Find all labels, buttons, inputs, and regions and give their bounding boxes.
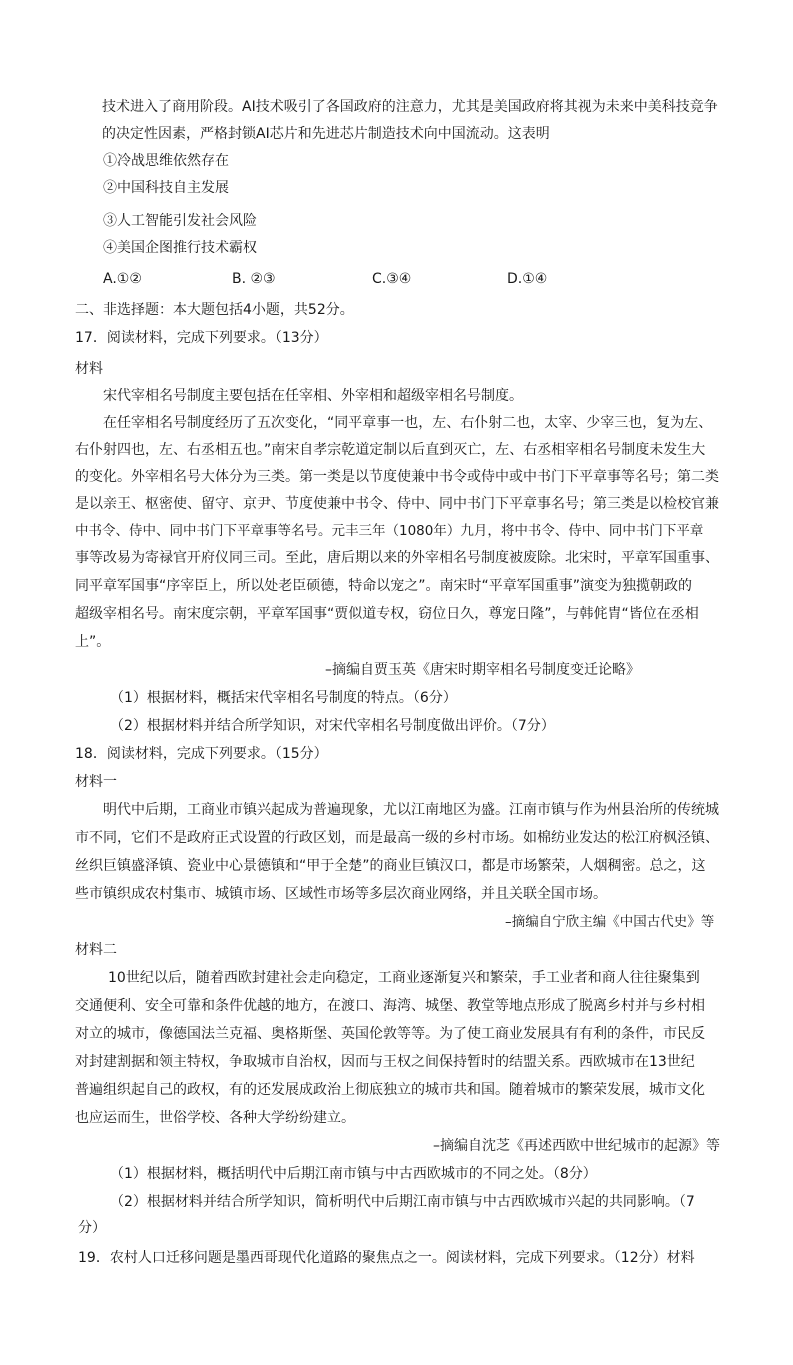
q17-line-1: 宋代宰相名号制度主要包括在任宰相、外宰相和超级宰相名号制度。 — [103, 388, 523, 404]
q17-line-6: 中书令、侍中、同中书门下平章事等名号。元丰三年（1080年）九月，将中书令、侍中、同中书门下平章 — [75, 523, 704, 539]
q18-material-2-line-6: 也应运而生，世俗学校、各种大学纷纷建立。 — [75, 1110, 355, 1126]
q18-material-2-label: 材料二 — [75, 942, 117, 958]
q18-material-2-line-2: 交通便利、安全可靠和条件优越的地方，在渡口、海湾、城堡、教堂等地点形成了脱离乡村并与乡村相 — [75, 998, 705, 1014]
q16-statement-4: ④美国企图推行技术霸权 — [103, 240, 257, 256]
q16-choice-b: B. ②③ — [232, 271, 276, 287]
q19-title: 19．农村人口迁移问题是墨西哥现代化道路的聚焦点之一。阅读材料，完成下列要求。（12分）材料 — [78, 1250, 695, 1266]
q18-source-2: –摘编自沈芝《再述西欧中世纪城市的起源》等 — [433, 1138, 720, 1154]
q16-stem-line-2: 的决定性因素，严格封锁AI芯片和先进芯片制造技术向中国流动。这表明 — [102, 126, 550, 142]
q17-line-5: 是以亲王、枢密使、留守、京尹、节度使兼中书令、侍中、同中书门下平章事名号；第三类是以检校官兼 — [75, 496, 719, 512]
q18-subquestion-1: （1）根据材料，概括明代中后期江南市镇与中古西欧城市的不同之处。（8分） — [110, 1166, 597, 1182]
q18-material-1-label: 材料一 — [75, 774, 117, 790]
q18-material-2-line-1: 10世纪以后，随着西欧封建社会走向稳定，工商业逐渐复兴和繁荣，手工业者和商人往往聚集到 — [108, 970, 700, 986]
q17-line-7: 事等改易为寄禄官开府仪同三司。至此，唐后期以来的外宰相名号制度被废除。北宋时，平章军国重事、 — [75, 550, 719, 566]
q18-material-1-line-2: 市不同，它们不是政府正式设置的行政区划，而是最高一级的乡村市场。如棉纺业发达的松江府枫泾镇、 — [75, 830, 719, 846]
q17-subquestion-2: （2）根据材料并结合所学知识，对宋代宰相名号制度做出评价。（7分） — [110, 718, 555, 734]
q18-subquestion-2-line-2: 分） — [78, 1220, 106, 1236]
q16-statement-3: ③人工智能引发社会风险 — [103, 213, 257, 229]
q18-material-1-line-3: 丝织巨镇盛泽镇、瓷业中心景德镇和“甲于全楚”的商业巨镇汉口，都是市场繁荣，人烟稠密。总之，这 — [75, 858, 706, 874]
q18-title: 18．阅读材料，完成下列要求。（15分） — [75, 746, 328, 762]
q16-stem-line-1: 技术进入了商用阶段。AI技术吸引了各国政府的注意力，尤其是美国政府将其视为未来中美科技竞争 — [102, 99, 718, 115]
q18-source-1: –摘编自宁欣主编《中国古代史》等 — [505, 914, 715, 930]
q16-statement-2: ②中国科技自主发展 — [103, 180, 229, 196]
q16-choice-a: A.①② — [103, 271, 142, 287]
q17-material-label: 材料 — [75, 361, 103, 377]
section-2-heading: 二、非选择题：本大题包括4小题，共52分。 — [75, 302, 354, 318]
q18-material-1-line-1: 明代中后期，工商业市镇兴起成为普遍现象，尤以江南地区为盛。江南市镇与作为州县治所的传统城 — [103, 802, 719, 818]
q17-subquestion-1: （1）根据材料，概括宋代宰相名号制度的特点。（6分） — [110, 690, 457, 706]
q17-line-8: 同平章军国事“序宰臣上，所以处老臣硕德，特命以宠之”。南宋时“平章军国重事”演变为独揽朝政的 — [75, 578, 693, 594]
q17-title: 17．阅读材料，完成下列要求。（13分） — [75, 330, 328, 346]
q17-line-10: 上”。 — [75, 634, 111, 650]
q18-material-1-line-4: 些市镇织成农村集市、城镇市场、区域性市场等多层次商业网络，并且关联全国市场。 — [75, 886, 607, 902]
q16-choice-d: D.①④ — [507, 271, 548, 287]
q18-subquestion-2-line-1: （2）根据材料并结合所学知识，简析明代中后期江南市镇与中古西欧城市兴起的共同影响。（7 — [110, 1194, 695, 1210]
q17-line-2: 在任宰相名号制度经历了五次变化，“同平章事一也，左、右仆射二也，太宰、少宰三也，复为左、 — [103, 415, 713, 431]
q16-choice-c: C.③④ — [372, 271, 412, 287]
q18-material-2-line-5: 普遍组织起自己的政权，有的还发展成政治上彻底独立的城市共和国。随着城市的繁荣发展，城市文化 — [75, 1082, 705, 1098]
q16-statement-1: ①冷战思维依然存在 — [103, 153, 229, 169]
q18-material-2-line-3: 对立的城市，像德国法兰克福、奥格斯堡、英国伦敦等等。为了使工商业发展具有有利的条件，市民反 — [75, 1026, 705, 1042]
q17-line-9: 超级宰相名号。南宋度宗朝，平章军国事“贾似道专权，窃位日久，尊宠日隆”，与韩侂胄“皆位在丞相 — [75, 606, 699, 622]
q18-material-2-line-4: 对封建割据和领主特权，争取城市自治权，因而与王权之间保持暂时的结盟关系。西欧城市在13世纪 — [75, 1054, 695, 1070]
q17-line-4: 的变化。外宰相名号大体分为三类。第一类是以节度使兼中书令或侍中或中书门下平章事等名号；第二类 — [75, 469, 719, 485]
q17-line-3: 右仆射四也，左、右丞相五也。”南宋自孝宗乾道定制以后直到灭亡，左、右丞相宰相名号制度未发生大 — [75, 442, 706, 458]
q17-source: –摘编自贾玉英《唐宋时期宰相名号制度变迁论略》 — [325, 662, 640, 678]
